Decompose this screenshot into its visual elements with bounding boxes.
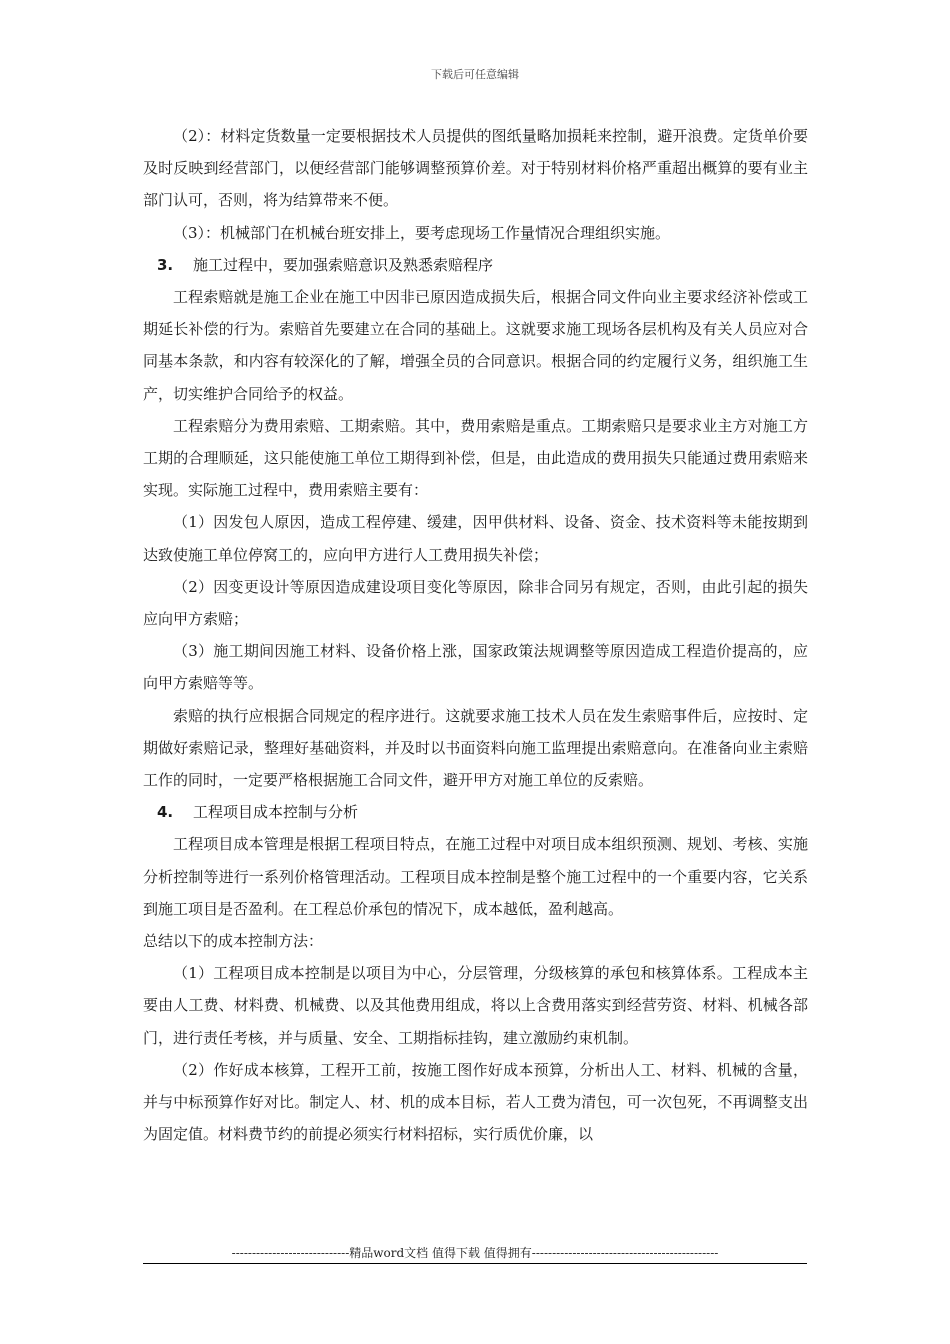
section-3-number: 3. bbox=[157, 255, 174, 274]
page-footer: -----------------------------精品word文档 值得下载 值得拥有---------------------------------------------- bbox=[231, 1246, 719, 1260]
section-4-title: 工程项目成本控制与分析 bbox=[193, 803, 359, 822]
section-3-title: 施工过程中，要加强索赔意识及熟悉索赔程序 bbox=[193, 255, 494, 274]
section-4-heading bbox=[143, 796, 808, 828]
paragraph-cost-item-2: （2）作好成本核算，工程开工前，按施工图作好成本预算，分析出人工、材料、机械的含量，并与中标预算作好对比。制定人、材、机的成本目标，若人工费为清包，可一次包死，不再调整支出为固定值。材料费节约的前提必须实行材料招标，实行质优价廉，以 bbox=[143, 1060, 808, 1144]
document-body bbox=[143, 120, 808, 1151]
paragraph-material-quantity: （2）：材料定货数量一定要根据技术人员提供的图纸量略加损耗来控制，避开浪费。定货单价要及时反映到经营部门，以便经营部门能够调整预算价差。对于特别材料价格严重超出概算的要有业主部门认可，否则，将为结算带来不便。 bbox=[143, 127, 808, 210]
section-4-number: 4. bbox=[157, 803, 174, 822]
paragraph-cost-item-1: （1）工程项目成本控制是以项目为中心，分层管理，分级核算的承包和核算体系。工程成本主要由人工费、材料费、机械费、以及其他费用组成，将以上含费用落实到经营劳资、材料、机械各部门，进行责任考核，并与质量、安全、工期指标挂钩，建立激励约束机制。 bbox=[143, 964, 808, 1047]
paragraph-cost-management: 工程项目成本管理是根据工程项目特点，在施工过程中对项目成本组织预测、规划、考核、实施分析控制等进行一系列价格管理活动。工程项目成本控制是整个施工过程中的一个重要内容，它关系到施工项目是否盈利。在工程总价承包的情况下，成本越低，盈利越高。 bbox=[143, 835, 808, 918]
paragraph-machinery: （3）：机械部门在机械台班安排上，要考虑现场工作量情况合理组织实施。 bbox=[173, 223, 671, 242]
section-3-heading bbox=[143, 249, 808, 281]
paragraph-claims-definition: 工程索赔就是施工企业在施工中因非已原因造成损失后，根据合同文件向业主要求经济补偿或工期延长补偿的行为。索赔首先要建立在合同的基础上。这就要求施工现场各层机构及有关人员应对合同基本条款，和内容有较深化的了解，增强全员的合同意识。根据合同的约定履行义务，组织施工生产，切实维护合同给予的权益。 bbox=[143, 288, 808, 403]
paragraph-claims-types: 工程索赔分为费用索赔、工期索赔。其中，费用索赔是重点。工期索赔只是要求业主方对施工方工期的合理顺延，这只能使施工单位工期得到补偿，但是，由此造成的费用损失只能通过费用索赔来实现。实际施工过程中，费用索赔主要有： bbox=[143, 416, 808, 500]
paragraph-claims-procedure: 索赔的执行应根据合同规定的程序进行。这就要求施工技术人员在发生索赔事件后，应按时、定期做好索赔记录，整理好基础资料，并及时以书面资料向施工监理提出索赔意向。在准备向业主索赔工作的同时，一定要严格根据施工合同文件，避开甲方对施工单位的反索赔。 bbox=[143, 706, 808, 790]
paragraph-claims-item-3: （3）施工期间因施工材料、设备价格上涨，国家政策法规调整等原因造成工程造价提高的，应向甲方索赔等等。 bbox=[143, 642, 808, 693]
paragraph-cost-summary: 总结以下的成本控制方法： bbox=[143, 932, 324, 951]
footer-divider bbox=[143, 1263, 807, 1264]
paragraph-claims-item-1: （1）因发包人原因，造成工程停建、缓建，因甲供材料、设备、资金、技术资料等未能按期到达致使施工单位停窝工的，应向甲方进行人工费用损失补偿； bbox=[143, 513, 808, 564]
page-header: 下载后可任意编辑 bbox=[431, 68, 519, 81]
paragraph-claims-item-2: （2）因变更设计等原因造成建设项目变化等原因，除非合同另有规定，否则，由此引起的损失应向甲方索赔； bbox=[143, 577, 808, 629]
